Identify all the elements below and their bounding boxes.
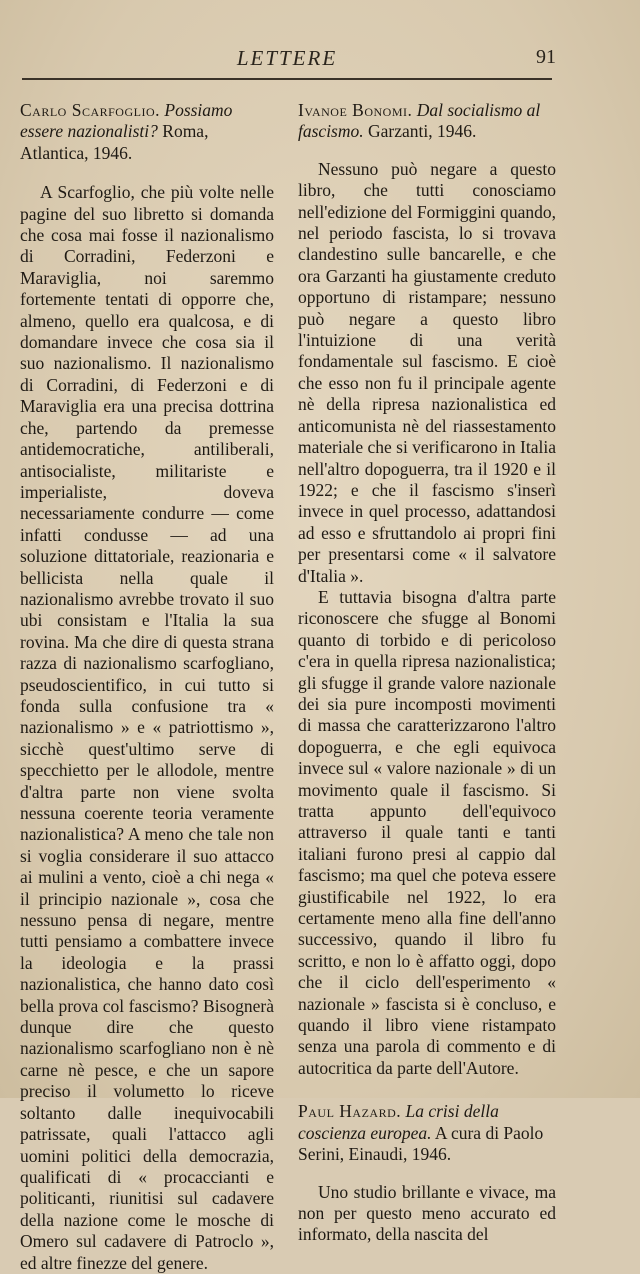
- running-title: LETTERE: [236, 46, 338, 70]
- review-title: Dal socialismo al fascismo.: [298, 100, 541, 142]
- review-body-scarfoglio: A Scarfoglio, che più volte nelle pagine del suo libretto si domanda che cosa mai fosse il nazionalismo di Corradini, Federzoni e Maraviglia, noi saremmo fortemente tentati di opporre che, almeno, quello era qualcosa, e di domandare invece che cosa sia il suo nazionalismo. Il nazionalismo di Corradini, di Federzoni e di Maraviglia era una precisa dottrina che, partendo da premesse antidemocratiche, antiliberali, antisocialiste, militariste e imperialiste, doveva necessariamente condurre — come infatti condusse — ad una soluzione dittatoriale, reazionaria e bellicista nella quale il nazionalismo avrebbe trovato il suo ubi consistam e l'Italia la sua rovina. Ma che dire di questa strana razza di nazionalismo scarfogliano, pseudoscientifico, in cui tutto si fonda sulla confusione tra « nazionalismo » e « patriottismo », sicchè quest'ultimo serve di specchietto per le allodole, mentre d'altra parte non viene svolta nessuna coerente teoria veramente nazionalistica? A meno che tale non si voglia considerare il suo attacco ai mulini a vento, cioè a chi nega « il principio nazionale », cosa che nessuno pensa di negare, mentre tutti pensiamo a combattere invece la ideologia e la prassi nazionalistica, che hanno dato così bella prova col fascismo? Bisognerà dunque dire che questo nazionalismo scarfogliano non è nè carne nè pesce, e che un sapore preciso il volumetto lo riceve soltanto dalle inequivocabili patrissate, quali l'attacco agli uomini politici della democrazia, qualificati di « procaccianti e politicanti, riunitisi sul cadavere della nazione come le mosche di Omero sul cadavere di Patroclo », ed altre finezze del genere.: [20, 182, 274, 1273]
- review-heading-scarfoglio: [20, 100, 274, 164]
- review-author: Paul Hazard.: [298, 1101, 402, 1122]
- review-publication: Roma, Atlantica, 1946.: [20, 121, 209, 163]
- review-author: Carlo Scarfoglio.: [20, 100, 160, 120]
- review-publication: A cura di Paolo Serini, Einaudi, 1946.: [298, 1122, 544, 1165]
- page-header: [22, 40, 556, 80]
- review-title: Possiamo essere nazionalisti?: [20, 100, 233, 142]
- right-column: [298, 100, 556, 1246]
- review-body-bonomi-p1: Nessuno può negare a questo libro, che tutti conosciamo nell'edizione del Formiggini quando, nel periodo fascista, lo si trovava clandestino sulle bancarelle, e che ora Garzanti ha giustamente creduto opportuno di ristampare; nessuno può negare a questo libro l'intuizione di una verità fondamentale sul fascismo. E cioè che esso non fu il principale agente nè della ripresa nazionalistica ed anticomunista nè del riassestamento materiale che si verificarono in Italia nell'altro dopoguerra, tra il 1920 e il 1922; e che il fascismo s'inserì invece in quel processo, adattandosi ad esso e sfruttandolo ai propri fini per presentarsi come « il salvatore d'Italia ».: [298, 158, 556, 586]
- review-body-bonomi-p2: E tuttavia bisogna d'altra parte riconoscere che sfugge al Bonomi quanto di torbido e di pericoloso c'era in quella ripresa nazionalistica; gli sfugge il grande valore nazionale dei sia pure incomposti movimenti di massa che caratterizzarono l'altro dopoguerra, e che egli equivoca invece sul « valore nazionale » di un movimento quale il fascismo. Si tratta appunto dell'equivoco attraverso il quale tanti e tanti italiani furono presi al cappio dal fascismo; ma quel che poteva essere giustificabile nel 1922, lo era certamente meno alla fine dell'anno successivo, quando il libro fu scritto, e non lo è affatto oggi, dopo che il ciclo dell'esperimento « nazionale » fascista si è concluso, e quando il libro viene ristampato senza una parola di commento e di autocritica da parte dell'Autore.: [298, 586, 556, 1078]
- page-number: 91: [536, 46, 556, 68]
- review-body-hazard: Uno studio brillante e vivace, ma non per questo meno accurato ed informato, della nascita del: [298, 1181, 556, 1245]
- review-heading-hazard: [298, 1101, 556, 1165]
- header-rule: [22, 78, 552, 80]
- review-author: Ivanoe Bonomi.: [298, 100, 413, 120]
- review-publication: Garzanti, 1946.: [368, 121, 477, 142]
- review-title: La crisi della coscienza europea.: [298, 1101, 499, 1143]
- review-heading-bonomi: [298, 100, 556, 143]
